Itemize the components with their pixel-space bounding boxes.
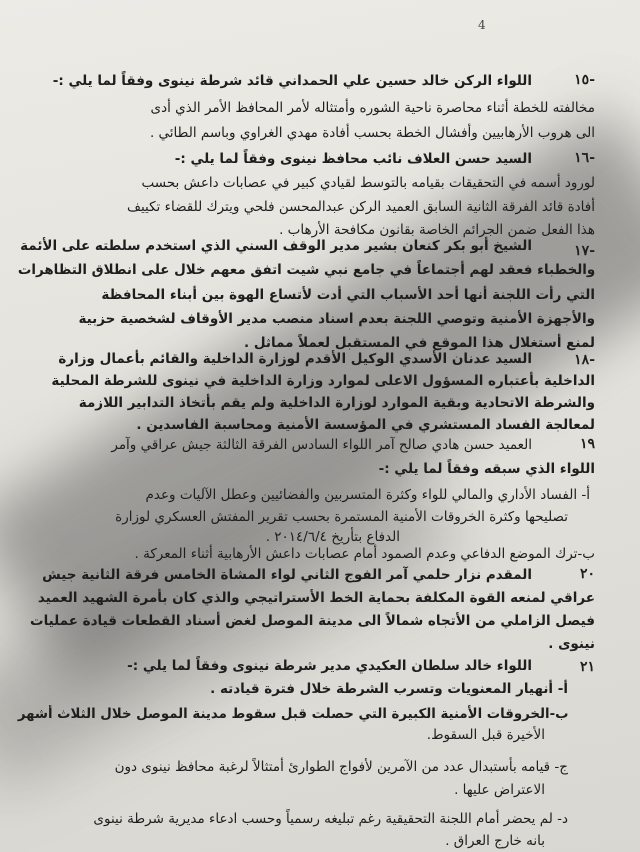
item-18-line: لمعالجة الفساد المستشري في المؤسسة الأمنية ومحاسبة الفاسدين .	[136, 417, 595, 433]
item-21-point-b: ب-الخروقات الأمنية الكبيرة التي حصلت قبل سقوط مدينة الموصل خلال الثلاث أشهر	[17, 706, 568, 722]
item-21-line: بانه خارج العراق .	[445, 833, 545, 849]
item-19-point-b: ب-ترك الموضع الدفاعي وعدم الصمود أمام عصابات داعش الأرهابية أثناء المعركة .	[134, 546, 595, 562]
item-18-line: والشرطة الاتحادية وبقية الموارد لوزارة الداخلية ولم يقم بأتخاذ التدابير اللازمة	[78, 395, 595, 411]
item-20-line: عراقي لمنعه القوة المكلفة بحماية الخط الأستراتيجي والذي كان بأمرة الشهيد العميد	[37, 590, 595, 606]
item-number-15: -١٥	[574, 72, 595, 88]
item-15-line: مخالفته للخطة أثناء محاصرة ناحية الشوره وأمتثاله لأمر المحافظ الأمر الذي أدى	[150, 100, 595, 116]
item-21-line: الاعتراض عليها .	[454, 782, 545, 798]
item-19-line: تصليحها وكثرة الخروقات الأمنية المستمرة بحسب تقرير المفتش العسكري لوزارة	[115, 509, 568, 525]
item-21-line: الأخيرة قبل السقوط.	[426, 727, 545, 743]
item-number-21: ٢١	[579, 659, 595, 675]
item-19-point-a: أ- الفساد الأداري والمالي للواء وكثرة المتسربين والفضائيين وعطل الآليات وعدم	[145, 487, 590, 503]
item-number-19: ١٩	[579, 436, 595, 452]
item-16-heading: السيد حسن العلاف نائب محافظ نينوى وفقاً لما يلي :-	[174, 151, 532, 167]
item-19-subheading: اللواء الذي سبقه وفقاً لما يلي :-	[378, 461, 595, 477]
item-17-line: والخطباء فعقد لهم أجتماعاً في جامع نبي شيت اتفق معهم خلال على انطلاق التظاهرات	[17, 262, 595, 278]
item-18-heading: السيد عدنان الأسدي الوكيل الأقدم لوزارة الداخلية والقائم بأعمال وزارة	[58, 351, 532, 367]
item-17-heading: الشيخ أبو بكر كنعان بشير مدير الوقف السني الذي استخدم سلطته على الأئمة	[20, 238, 532, 254]
item-15-line: الى هروب الأرهابيين وأفشال الخطة بحسب أفادة مهدي الغراوي وباسم الطائي .	[149, 125, 595, 141]
item-21-point-d: د- لم يحضر أمام اللجنة التحقيقية رغم تبليغه رسمياً وحسب ادعاء مديرية شرطة نينوى	[93, 811, 568, 827]
item-19-line: الدفاع بتأريخ ٢٠١٤/٦/٤ .	[265, 529, 400, 545]
item-18-line: الداخلية بأعتباره المسؤول الاعلى لموارد وزارة الداخلية في نينوى للشرطة المحلية	[51, 373, 595, 389]
item-20-line: نينوى .	[548, 636, 595, 652]
item-15-heading: اللواء الركن خالد حسين علي الحمداني قائد شرطة نينوى وفقاً لما يلي :-	[52, 73, 532, 89]
item-20-heading: المقدم نزار حلمي آمر الفوج الثاني لواء المشاة الخامس فرقة الثانية جيش	[42, 567, 532, 583]
item-16-line: لورود أسمه في التحقيقات بقيامه بالتوسط لقيادي كبير في عصابات داعش بحسب	[141, 175, 595, 191]
item-number-17: -١٧	[574, 243, 595, 259]
item-21-heading: اللواء خالد سلطان العكيدي مدير شرطة نينوى وفقاً لما يلي :-	[127, 658, 532, 674]
item-17-line: التي رأت اللجنة أنها أحد الأسباب التي أدت لأتساع الهوة بين أبناء المحافظة	[101, 287, 595, 303]
item-16-line: هذا الفعل ضمن الجرائم الخاصة بقانون مكافحة الأرهاب .	[279, 222, 595, 238]
item-number-16: -١٦	[574, 150, 595, 166]
item-21-point-a: أ- أنهيار المعنويات وتسرب الشرطة خلال فترة قيادته .	[210, 681, 568, 697]
item-19-heading: العميد حسن هادي صالح آمر اللواء السادس الفرقة الثالثة جيش عراقي وآمر	[111, 437, 532, 453]
item-21-point-c: ج- قيامه بأستبدال عدد من الآمرين لأفواج الطوارئ أمتثالاً لرغبة محافظ نينوى دون	[114, 759, 568, 775]
item-17-line: لمنع أستغلال هذا الموقع في المستقبل لعملاً مماثل .	[244, 335, 595, 351]
item-20-line: فيصل الزاملي من الأتجاه شمالاً الى مدينة الموصل لغض أسناد القطعات قيادة عمليات	[30, 613, 595, 629]
item-17-line: والأجهزة الأمنية وتوصي اللجنة بعدم اسناد منصب مدير الأوقاف لشخصية حزبية	[78, 311, 595, 327]
item-16-line: أفادة قائد الفرقة الثانية السابق العميد الركن عبدالمحسن فلحي ويترك للقضاء تكييف	[126, 199, 595, 215]
page-number: 4	[478, 18, 486, 32]
item-number-18: -١٨	[574, 352, 595, 368]
item-number-20: ٢٠	[579, 566, 595, 582]
